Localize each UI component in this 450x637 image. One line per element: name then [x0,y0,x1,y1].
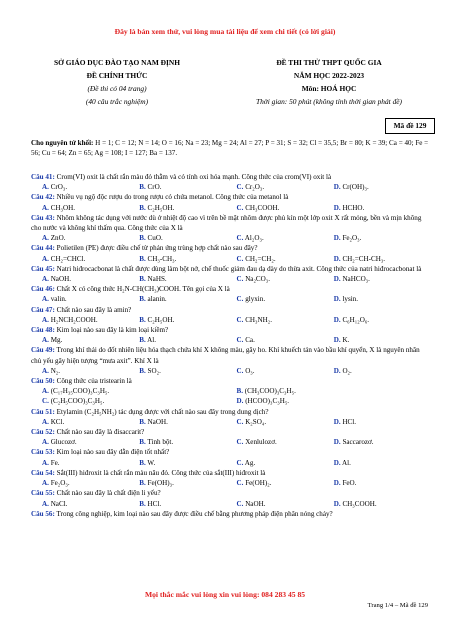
option-text: CH₂=CHCl. [50,254,86,263]
option-letter: B. [139,254,146,263]
option-text: CuO. [147,234,163,243]
option-text: HCl. [147,499,162,508]
answer-option [334,233,431,243]
answer-option [334,458,431,468]
option-letter: C. [236,417,244,426]
answer-option [334,274,431,284]
question [31,427,431,447]
subject: Môn: HOÁ HỌC [301,84,357,93]
answer-options [31,182,431,192]
option-letter: B. [139,458,146,467]
answer-option [334,254,431,264]
option-text: C₂H₅OH. [147,203,175,212]
option-letter: A. [42,275,49,284]
answer-option [139,335,236,345]
question [31,192,431,212]
question-text: Crom(VI) oxit là chất rắn màu đỏ thẫm và có tính oxi hóa mạnh. Công thức của crom(VI) oxit là [56,173,332,181]
option-text: (C₁₇H₃₅COO)₃C₃H₅. [50,387,110,396]
question-number: Câu 44: [31,244,55,253]
option-letter: B. [139,479,146,488]
question-number: Câu 48: [31,326,55,335]
question-text: Kim loại nào sau đây dẫn điện tốt nhất? [56,448,170,457]
option-letter: B. [139,183,146,192]
school-year: NĂM HỌC 2022-2023 [293,71,365,80]
question [31,488,431,508]
option-letter: A. [42,234,49,243]
question-stem [31,213,431,233]
option-letter: B. [139,499,146,508]
option-letter: D. [333,479,341,488]
page-number: Trang 1/4 – Mã đề 129 [367,602,428,609]
option-letter: D. [333,183,341,192]
answer-option [42,233,139,243]
answer-option [334,203,431,213]
option-text: C₆H₁₂O₆. [342,315,370,324]
answer-option [237,254,334,264]
question-number: Câu 55: [31,489,55,498]
question-number: Câu 45: [31,264,55,273]
option-letter: C. [236,254,244,263]
answer-option [139,417,236,427]
question-number: Câu 54: [31,468,55,477]
option-text: Al₂O₃. [244,234,264,243]
option-text: O₂. [342,366,352,375]
preview-banner[interactable]: Đây là bản xem thử, vui lòng mua tài liệu để xem chi tiết (có lời giải) [114,27,336,36]
option-letter: A. [42,387,49,396]
answer-option [42,254,139,264]
question-stem [31,192,431,202]
question-stem [31,172,431,182]
answer-option [237,182,334,192]
option-text: NaHS. [147,275,167,284]
option-text: FeO. [342,479,357,488]
answer-option [237,315,334,325]
answer-options [31,254,431,264]
question-text: Chất nào sau đây là amin? [56,305,132,314]
option-text: Fe. [50,458,60,467]
option-text: Mg. [50,336,63,345]
answer-option [139,478,236,488]
answer-option [334,315,431,325]
option-text: NaHCO₃. [342,275,370,284]
option-text: NaOH. [50,275,71,284]
question-stem [31,509,431,519]
question-number: Câu 50: [31,377,55,386]
option-text: Na₂CO₃. [245,275,271,284]
answer-option [139,203,236,213]
option-letter: D. [333,315,341,324]
option-letter: A. [42,499,49,508]
question-stem [31,376,431,386]
answer-options [31,274,431,284]
question-number: Câu 42: [31,193,55,202]
answer-option [42,203,139,213]
answer-option [42,396,237,406]
answer-option [237,203,334,213]
option-letter: B. [139,438,146,447]
option-text: O₃. [245,366,255,375]
option-letter: C. [236,479,244,488]
option-text: CrO₃. [50,183,68,192]
question [31,447,431,467]
option-text: CH₃COOH. [245,203,280,212]
question-stem [31,488,431,498]
answer-option [237,233,334,243]
option-letter: C. [236,295,244,304]
exam-title: ĐỀ THI THỬ THPT QUỐC GIA [276,58,382,67]
option-text: valin. [50,295,67,304]
answer-option [334,417,431,427]
answer-option [139,366,236,376]
answer-option [42,458,139,468]
option-letter: D. [333,458,341,467]
option-letter: C. [236,234,244,243]
exam-code-box: Mã đề 129 [385,118,435,134]
answer-option [42,366,139,376]
option-text: Fe(OH)₃. [147,479,174,488]
option-letter: A. [42,203,49,212]
option-text: alanin. [147,295,167,304]
question-text: Chất X có công thức H₂N-CH(CH₃)COOH. Tên gọi của X là [56,285,230,294]
question-stem [31,284,431,294]
option-text: Cr₂O₃. [245,183,265,192]
question-number: Câu 49: [31,346,55,355]
question-text: Polietilen (PE) được điều chế từ phản ứng trùng hợp chất nào sau đây? [56,244,258,253]
option-letter: D. [333,366,341,375]
question-text: Kim loại nào sau đây là kim loại kiềm? [56,326,169,335]
option-letter: B. [139,366,146,375]
option-letter: C. [236,275,244,284]
option-text: H₂NCH₂COOH. [50,315,98,324]
answer-option [42,335,139,345]
question-number: Câu 56: [31,509,55,518]
option-text: Saccarozơ. [342,438,374,447]
question-stem [31,427,431,437]
option-text: Xenlulozơ. [245,438,277,447]
option-letter: C. [236,366,244,375]
answer-option [139,458,236,468]
option-letter: D. [236,397,244,406]
contact-footer[interactable]: Mọi thắc mắc vui lòng xin vui lòng: 084 283 45 85 [144,590,306,599]
answer-option [334,437,431,447]
question-stem [31,325,431,335]
question-text: Trong công nghiệp, kim loại nào sau đây được điều chế bằng phương pháp điện phân nóng chảy? [56,509,333,518]
option-text: Fe₂O₃. [50,479,70,488]
option-text: CH₂=CH₂. [245,254,276,263]
option-text: CH₃OH. [50,203,76,212]
question [31,243,431,263]
option-letter: C. [42,397,49,406]
option-text: K. [342,336,350,345]
option-text: Tinh bột. [147,438,174,447]
option-text: NaOH. [147,417,168,426]
option-letter: A. [42,315,49,324]
option-text: N₂. [50,366,61,375]
option-letter: C. [236,203,244,212]
answer-options [31,458,431,468]
question [31,325,431,345]
option-letter: D. [333,499,341,508]
answer-option [237,417,334,427]
option-text: CH₃COOH. [342,499,377,508]
answer-option [42,417,139,427]
answer-option [42,499,139,509]
answer-option [139,182,236,192]
answer-option [237,366,334,376]
answer-option [237,437,334,447]
question-number: Câu 46: [31,285,55,294]
question [31,345,431,376]
answer-option [237,396,432,406]
option-text: NaOH. [245,499,266,508]
answer-option [237,478,334,488]
option-text: CH₂=CH-CH₃. [342,254,386,263]
question-text: Nhôm không tác dụng với nước dù ở nhiệt độ cao vì trên bề mặt nhôm được phủ kín một lớp oxit X rất mỏng, bền và mịn không cho nước và không khí thấm qua. Công thức của X là [31,213,422,233]
question [31,284,431,304]
option-letter: D. [333,438,341,447]
option-letter: B. [139,295,146,304]
question-stem [31,305,431,315]
question-text: Etylamin (C₂H₅NH₂) tác dụng được với chất nào sau đây trong dung dịch? [56,407,269,416]
question [31,407,431,427]
option-letter: C. [236,438,244,447]
answer-option [42,478,139,488]
question-number: Câu 47: [31,305,55,314]
question-text: Chất nào sau đây là chất điện li yếu? [56,489,161,498]
answer-option [334,478,431,488]
option-text: (CH₃COO)₃C₃H₅. [244,387,296,396]
option-letter: D. [333,417,341,426]
answer-option [139,254,236,264]
option-text: HCl. [342,417,357,426]
answer-option [237,458,334,468]
option-letter: A. [42,438,49,447]
option-letter: B. [139,234,146,243]
option-letter: B. [139,203,146,212]
answer-options [31,233,431,243]
option-text: CH₃NH₂. [245,315,273,324]
answer-option [139,274,236,284]
question-stem [31,447,431,457]
answer-options [31,417,431,427]
answer-option [237,499,334,509]
option-letter: D. [333,336,341,345]
option-text: SO₂. [147,366,161,375]
option-letter: A. [42,254,49,263]
question-text: Trong khí thải do đốt nhiên liệu hóa thạch chứa khí X không màu, gây ho. Khí khuếch tán vào bầu khí quyển, X là nguyên nhân chủ yếu gây hiện tượng “mưa axit”. Khí X là [31,346,420,365]
option-letter: B. [139,336,146,345]
question-number: Câu 41: [31,173,55,181]
question-text: Công thức của tristearin là [56,377,132,386]
answer-option [334,366,431,376]
answer-option [42,274,139,284]
answer-options [31,366,431,376]
option-text: Cr(OH)₃. [342,183,369,192]
option-letter: D. [333,254,341,263]
atomic-masses-text: H = 1; C = 12; N = 14; O = 16; Na = 23; Mg = 24; Al = 27; P = 31; S = 32; Cl = 35,5; Br = 80; K = 39; Ca = 40; Fe = 56; Cu = 64; Zn = 65; Ag = 108; I = 127; Ba = 137. [31,139,429,157]
answer-options [31,499,431,509]
header-left [22,56,212,108]
option-letter: D. [333,203,341,212]
department-name: SỞ GIÁO DỤC ĐÀO TẠO NAM ĐỊNH [54,58,180,67]
answer-options [31,437,431,447]
question [31,213,431,244]
option-letter: B. [139,417,146,426]
answer-option [334,182,431,192]
page-count-note: (Đề thi có 04 trang) [87,84,147,93]
question-stem [31,468,431,478]
option-text: lysin. [342,295,359,304]
answer-option [42,315,139,325]
option-text: Glucozơ. [50,438,77,447]
question-text: Sắt(III) hiđroxit là chất rắn màu nâu đỏ. Công thức của sắt(III) hiđroxit là [56,468,266,477]
answer-options [31,335,431,345]
option-text: W. [147,458,156,467]
question-stem [31,243,431,253]
option-text: C₂H₅OH. [147,315,175,324]
answer-options [31,478,431,488]
question-count-note: (40 câu trắc nghiệm) [85,97,149,106]
answer-option [139,233,236,243]
question [31,376,431,407]
option-text: Fe(OH)₂. [245,479,272,488]
question-text: Nhiều vụ ngộ độc rượu do trong rượu có chứa metanol. Công thức của metanol là [56,193,289,202]
option-letter: A. [42,336,49,345]
question [31,172,431,192]
answer-option [139,294,236,304]
option-letter: C. [236,499,244,508]
option-text: K₂SO₄. [245,417,267,426]
answer-option [237,335,334,345]
question-text: Natri hiđrocacbonat là chất được dùng làm bột nở, chế thuốc giảm đau dạ dày do thừa axit. Công thức của natri hiđrocacbonat là [56,264,422,273]
option-letter: B. [236,387,244,396]
option-text: Al. [342,458,351,467]
option-text: CH₃-CH₃. [147,254,177,263]
option-text: HCHO. [342,203,365,212]
option-letter: A. [42,458,49,467]
option-text: Ca. [245,336,255,345]
option-letter: A. [42,366,49,375]
option-text: (C₂H₅COO)₃C₃H₅. [50,397,105,406]
time-limit: Thời gian: 50 phút (không tính thời gian phát đề) [255,97,403,106]
option-letter: A. [42,417,49,426]
answer-option [237,294,334,304]
option-text: Ag. [244,458,256,467]
option-letter: B. [139,315,146,324]
option-letter: A. [42,295,49,304]
answer-option [334,294,431,304]
option-text: (HCOO)₃C₃H₅. [245,397,290,406]
option-text: NaCl. [50,499,68,508]
question-number: Câu 43: [31,213,55,222]
answer-option [237,274,334,284]
answer-option [42,386,237,396]
option-text: KCl. [50,417,65,426]
answer-options [31,203,431,213]
question-number: Câu 53: [31,448,55,457]
question-number: Câu 52: [31,428,55,437]
answer-option [42,437,139,447]
option-letter: D. [333,295,341,304]
option-text: glyxin. [245,295,266,304]
question [31,509,431,519]
question-stem [31,345,431,365]
question [31,264,431,284]
option-text: Fe₂O₃. [342,234,362,243]
question [31,305,431,325]
answer-options [31,294,431,304]
option-letter: D. [333,275,341,284]
answer-option [334,499,431,509]
question-stem [31,407,431,417]
option-letter: C. [236,315,244,324]
question-list [31,172,431,519]
atomic-masses-label: Cho nguyên tử khối: [31,139,94,147]
option-letter: A. [42,183,49,192]
official-label: ĐỀ CHÍNH THỨC [86,71,148,80]
answer-option [139,499,236,509]
answer-option [42,294,139,304]
option-text: CrO. [147,183,162,192]
answer-option [334,335,431,345]
answer-option [42,182,139,192]
option-letter: B. [139,275,146,284]
option-letter: C. [236,336,244,345]
answer-options [31,315,431,325]
question [31,468,431,488]
answer-option [139,315,236,325]
answer-option [237,386,432,396]
answer-options [31,386,431,406]
option-letter: C. [236,458,244,467]
atomic-masses [31,138,431,158]
option-letter: A. [42,479,49,488]
option-letter: D. [333,234,341,243]
header-right [224,56,434,108]
question-text: Chất nào sau đây là đisaccarit? [56,428,145,437]
option-letter: C. [236,183,244,192]
question-stem [31,264,431,274]
question-number: Câu 51: [31,407,55,416]
option-text: ZnO. [50,234,66,243]
option-text: Al. [147,336,157,345]
answer-option [139,437,236,447]
